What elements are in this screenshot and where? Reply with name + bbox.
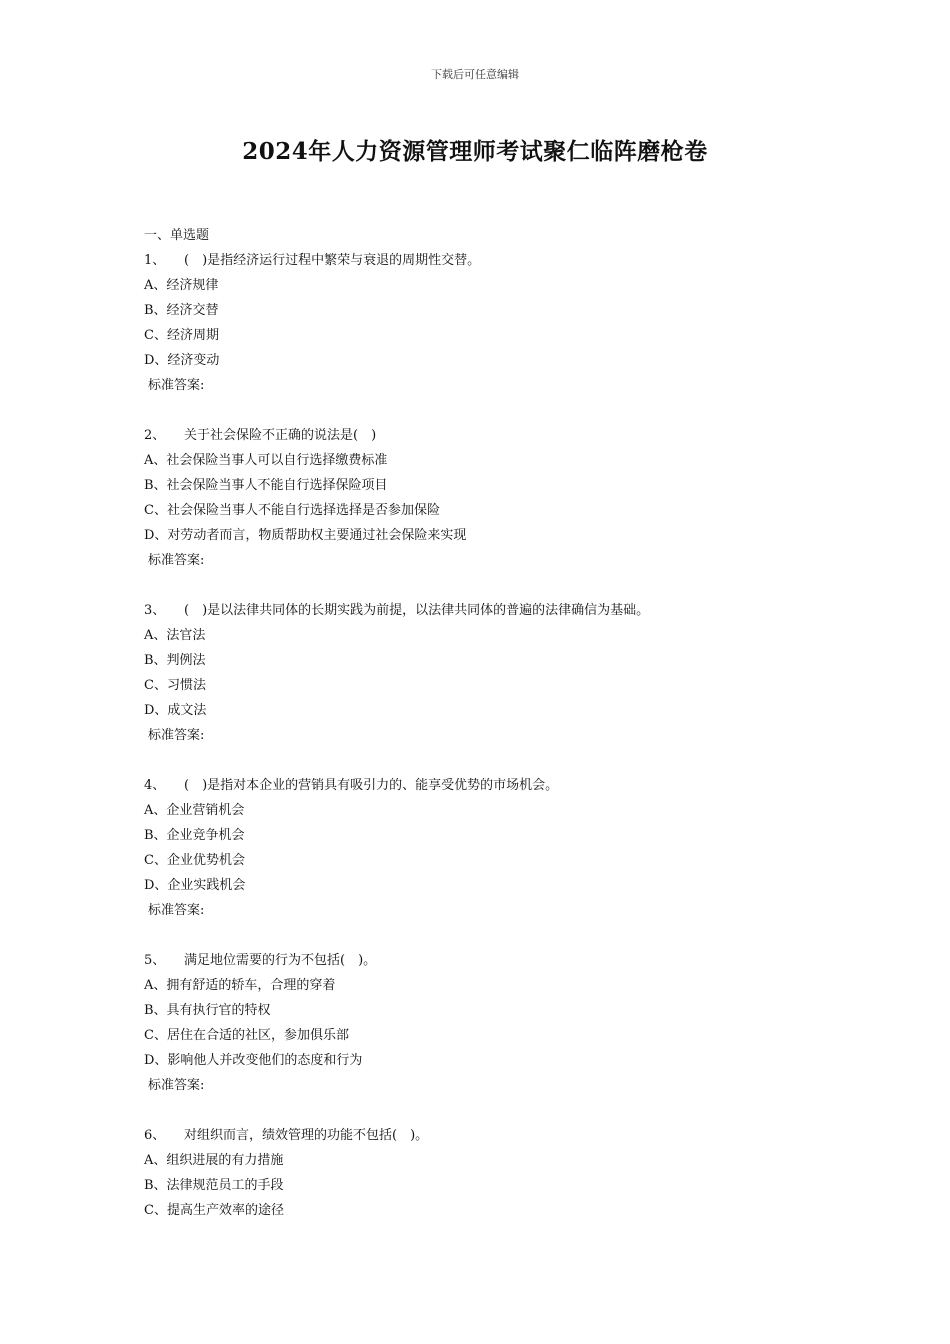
question-number: 4、 [144,778,166,793]
option-b: B、经济交替 [144,303,219,318]
option-a: A、经济规律 [144,278,219,293]
question-stem [144,426,864,451]
spacer [144,401,864,426]
question-number: 1、 [144,253,166,268]
option-c: C、社会保险当事人不能自行选择选择是否参加保险 [144,503,440,518]
spacer [144,576,864,601]
answer-label: 标准答案: [148,1078,205,1093]
option-c: C、居住在合适的社区，参加俱乐部 [144,1028,349,1043]
question-text: ( )是以法律共同体的长期实践为前提，以法律共同体的普遍的法律确信为基础。 [184,603,650,618]
option-d: D、对劳动者而言，物质帮助权主要通过社会保险来实现 [144,528,467,543]
spacer [144,751,864,776]
option-b: B、企业竞争机会 [144,828,245,843]
option-a: A、社会保险当事人可以自行选择缴费标准 [144,453,388,468]
question-text: ( )是指对本企业的营销具有吸引力的、能享受优势的市场机会。 [184,778,559,793]
option-c: C、习惯法 [144,678,206,693]
page-title: 2024年人力资源管理师考试聚仁临阵磨枪卷 [242,138,708,165]
question-block [144,251,864,401]
question-text: 满足地位需要的行为不包括( )。 [184,953,377,968]
question-block [144,776,864,926]
option-b: B、具有执行官的特权 [144,1003,271,1018]
option-b: B、判例法 [144,653,206,668]
answer-label: 标准答案: [148,728,205,743]
option-c: C、企业优势机会 [144,853,245,868]
section-heading: 一、单选题 [144,228,210,243]
question-number: 3、 [144,603,166,618]
question-number: 6、 [144,1128,166,1143]
option-d: D、成文法 [144,703,207,718]
question-stem [144,251,864,276]
question-text: ( )是指经济运行过程中繁荣与衰退的周期性交替。 [184,253,481,268]
spacer [144,1101,864,1126]
question-text: 关于社会保险不正确的说法是( ) [184,428,377,443]
option-c: C、提高生产效率的途径 [144,1203,284,1218]
option-a: A、法官法 [144,628,206,643]
question-text: 对组织而言，绩效管理的功能不包括( )。 [184,1128,429,1143]
option-b: B、法律规范员工的手段 [144,1178,284,1193]
question-block [144,1126,864,1226]
spacer [144,926,864,951]
answer-label: 标准答案: [148,553,205,568]
option-c: C、经济周期 [144,328,219,343]
question-stem [144,951,864,976]
question-number: 2、 [144,428,166,443]
option-a: A、企业营销机会 [144,803,245,818]
question-block [144,951,864,1101]
option-d: D、影响他人并改变他们的态度和行为 [144,1053,363,1068]
option-d: D、企业实践机会 [144,878,246,893]
option-a: A、组织进展的有力措施 [144,1153,284,1168]
option-a: A、拥有舒适的轿车，合理的穿着 [144,978,336,993]
header-note: 下载后可任意编辑 [431,68,519,81]
question-number: 5、 [144,953,166,968]
question-block [144,601,864,751]
question-stem [144,776,864,801]
question-block [144,426,864,576]
answer-label: 标准答案: [148,378,205,393]
answer-label: 标准答案: [148,903,205,918]
question-stem [144,601,864,626]
question-stem [144,1126,864,1151]
document-body [144,226,864,1226]
option-b: B、社会保险当事人不能自行选择保险项目 [144,478,388,493]
option-d: D、经济变动 [144,353,220,368]
